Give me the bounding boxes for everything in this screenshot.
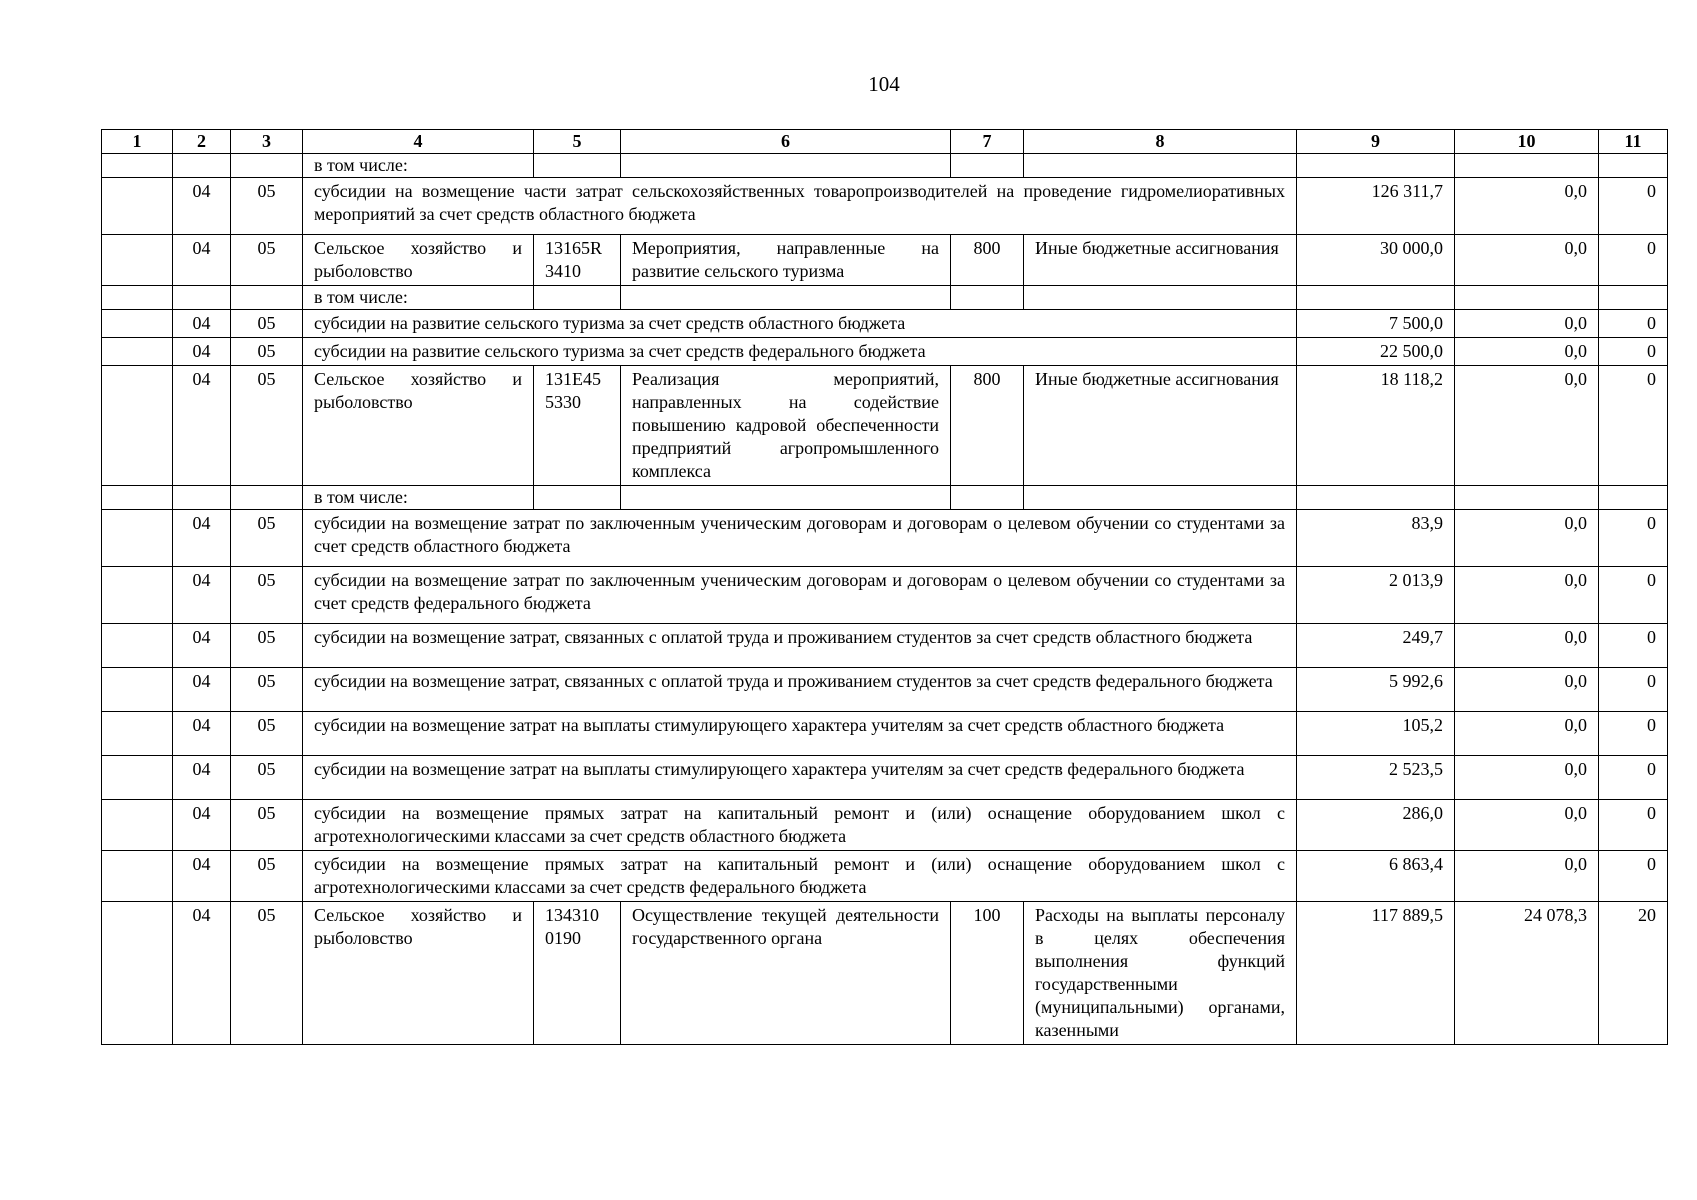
subsidy-detail-row <box>102 510 1668 567</box>
subsidy-description: субсидии на возмещение затрат на выплаты стимулирующего характера учителям за счет средств областного бюджета <box>303 712 1297 756</box>
subsection-code: 05 <box>231 310 303 338</box>
subsection-code: 05 <box>231 567 303 624</box>
amount-year-2: 0,0 <box>1455 756 1599 800</box>
target-article-name: Реализация мероприятий, направленных на содействие повышению кадровой обеспеченности предприятий агропромышленного комплекса <box>621 366 951 486</box>
target-article-code-part-2: 3410 <box>545 261 581 281</box>
expense-type-name: Расходы на выплаты персоналу в целях обеспечения выполнения функций государственными (муниципальными) органами, казенными <box>1024 902 1297 1045</box>
subsidy-description: субсидии на возмещение прямых затрат на капитальный ремонт и (или) оснащение оборудованием школ с агротехнологическими классами за счет средств областного бюджета <box>303 800 1297 851</box>
empty-cell <box>102 338 173 366</box>
target-article-name: Мероприятия, направленные на развитие сельского туризма <box>621 235 951 286</box>
subtotal-label-row <box>102 286 1668 310</box>
empty-cell <box>951 286 1024 310</box>
column-number: 10 <box>1455 130 1599 154</box>
subsidy-detail-row <box>102 178 1668 235</box>
empty-cell <box>102 486 173 510</box>
amount-year-3: 0 <box>1599 310 1668 338</box>
column-number: 5 <box>534 130 621 154</box>
budget-item-row <box>102 235 1668 286</box>
column-number: 7 <box>951 130 1024 154</box>
amount-year-1: 126 311,7 <box>1297 178 1455 235</box>
amount-year-3: 0 <box>1599 624 1668 668</box>
column-number: 1 <box>102 130 173 154</box>
amount-year-3: 0 <box>1599 800 1668 851</box>
empty-cell <box>1024 486 1297 510</box>
section-code: 04 <box>173 902 231 1045</box>
subsection-code: 05 <box>231 624 303 668</box>
amount-year-1: 286,0 <box>1297 800 1455 851</box>
expense-type-code: 800 <box>951 235 1024 286</box>
empty-cell <box>534 486 621 510</box>
budget-table <box>101 129 1668 1045</box>
empty-cell <box>231 486 303 510</box>
column-number: 8 <box>1024 130 1297 154</box>
empty-cell <box>1455 286 1599 310</box>
section-code: 04 <box>173 800 231 851</box>
amount-year-1: 22 500,0 <box>1297 338 1455 366</box>
subsidy-detail-row <box>102 851 1668 902</box>
amount-year-2: 0,0 <box>1455 366 1599 486</box>
target-article-code-part-2: 0190 <box>545 928 581 948</box>
amount-year-1: 249,7 <box>1297 624 1455 668</box>
empty-cell <box>621 486 951 510</box>
empty-cell <box>231 286 303 310</box>
empty-cell <box>102 668 173 712</box>
amount-year-1: 83,9 <box>1297 510 1455 567</box>
expense-type-name: Иные бюджетные ассигнования <box>1024 235 1297 286</box>
section-code: 04 <box>173 235 231 286</box>
amount-year-1: 2 523,5 <box>1297 756 1455 800</box>
amount-year-2: 0,0 <box>1455 624 1599 668</box>
amount-year-1: 30 000,0 <box>1297 235 1455 286</box>
amount-year-2: 0,0 <box>1455 851 1599 902</box>
amount-year-2: 0,0 <box>1455 310 1599 338</box>
subsidy-description: субсидии на возмещение прямых затрат на капитальный ремонт и (или) оснащение оборудованием школ с агротехнологическими классами за счет средств федерального бюджета <box>303 851 1297 902</box>
expense-type-code: 800 <box>951 366 1024 486</box>
section-code: 04 <box>173 756 231 800</box>
empty-cell <box>102 756 173 800</box>
empty-cell <box>951 486 1024 510</box>
amount-year-1: 18 118,2 <box>1297 366 1455 486</box>
empty-cell <box>1024 286 1297 310</box>
subsection-code: 05 <box>231 235 303 286</box>
amount-year-3: 0 <box>1599 510 1668 567</box>
target-article-code <box>534 235 621 286</box>
subsection-code: 05 <box>231 851 303 902</box>
empty-cell <box>102 286 173 310</box>
amount-year-2: 0,0 <box>1455 235 1599 286</box>
in-that-number-label: в том числе: <box>303 486 534 510</box>
subsection-code: 05 <box>231 902 303 1045</box>
budget-item-row <box>102 902 1668 1045</box>
amount-year-1: 6 863,4 <box>1297 851 1455 902</box>
section-code: 04 <box>173 510 231 567</box>
target-article-code-part-1: 13165R <box>545 238 603 258</box>
page-number: 104 <box>868 72 900 96</box>
subsection-code: 05 <box>231 712 303 756</box>
subsection-code: 05 <box>231 510 303 567</box>
subsidy-detail-row <box>102 800 1668 851</box>
subsection-code: 05 <box>231 756 303 800</box>
empty-cell <box>231 154 303 178</box>
in-that-number-label: в том числе: <box>303 286 534 310</box>
subsidy-detail-row <box>102 567 1668 624</box>
budget-item-row <box>102 366 1668 486</box>
subsection-code: 05 <box>231 668 303 712</box>
amount-year-2: 0,0 <box>1455 510 1599 567</box>
amount-year-2: 0,0 <box>1455 338 1599 366</box>
section-code: 04 <box>173 668 231 712</box>
subsidy-description: субсидии на возмещение затрат по заключенным ученическим договорам и договорам о целевом обучении со студентами за счет средств областного бюджета <box>303 510 1297 567</box>
subsidy-description: субсидии на возмещение затрат, связанных с оплатой труда и проживанием студентов за счет средств областного бюджета <box>303 624 1297 668</box>
empty-cell <box>173 286 231 310</box>
empty-cell <box>1024 154 1297 178</box>
subsection-code: 05 <box>231 338 303 366</box>
amount-year-1: 7 500,0 <box>1297 310 1455 338</box>
amount-year-3: 0 <box>1599 366 1668 486</box>
target-article-code <box>534 366 621 486</box>
empty-cell <box>173 154 231 178</box>
subsidy-detail-row <box>102 624 1668 668</box>
column-number: 4 <box>303 130 534 154</box>
empty-cell <box>102 800 173 851</box>
amount-year-2: 0,0 <box>1455 567 1599 624</box>
empty-cell <box>102 510 173 567</box>
section-code: 04 <box>173 567 231 624</box>
empty-cell <box>534 154 621 178</box>
column-number: 9 <box>1297 130 1455 154</box>
empty-cell <box>102 178 173 235</box>
empty-cell <box>1455 154 1599 178</box>
amount-year-3: 0 <box>1599 712 1668 756</box>
amount-year-3: 0 <box>1599 668 1668 712</box>
section-name: Сельское хозяйство и рыболовство <box>303 902 534 1045</box>
subsection-code: 05 <box>231 178 303 235</box>
amount-year-2: 0,0 <box>1455 178 1599 235</box>
subsection-code: 05 <box>231 800 303 851</box>
amount-year-3: 0 <box>1599 235 1668 286</box>
amount-year-1: 105,2 <box>1297 712 1455 756</box>
empty-cell <box>621 154 951 178</box>
expense-type-code: 100 <box>951 902 1024 1045</box>
expense-type-name: Иные бюджетные ассигнования <box>1024 366 1297 486</box>
column-number: 3 <box>231 130 303 154</box>
empty-cell <box>1297 154 1455 178</box>
empty-cell <box>102 624 173 668</box>
section-name: Сельское хозяйство и рыболовство <box>303 235 534 286</box>
empty-cell <box>173 486 231 510</box>
empty-cell <box>534 286 621 310</box>
column-number: 11 <box>1599 130 1668 154</box>
empty-cell <box>1455 486 1599 510</box>
subsidy-detail-row <box>102 712 1668 756</box>
section-code: 04 <box>173 366 231 486</box>
empty-cell <box>102 567 173 624</box>
subsection-code: 05 <box>231 366 303 486</box>
amount-year-3: 0 <box>1599 756 1668 800</box>
empty-cell <box>102 154 173 178</box>
target-article-code <box>534 902 621 1045</box>
section-name: Сельское хозяйство и рыболовство <box>303 366 534 486</box>
amount-year-2: 0,0 <box>1455 712 1599 756</box>
amount-year-1: 117 889,5 <box>1297 902 1455 1045</box>
empty-cell <box>951 154 1024 178</box>
amount-year-3: 20 <box>1599 902 1668 1045</box>
section-code: 04 <box>173 851 231 902</box>
subsidy-detail-row <box>102 338 1668 366</box>
empty-cell <box>1599 286 1668 310</box>
target-article-name: Осуществление текущей деятельности государственного органа <box>621 902 951 1045</box>
section-code: 04 <box>173 624 231 668</box>
empty-cell <box>102 366 173 486</box>
amount-year-2: 0,0 <box>1455 800 1599 851</box>
empty-cell <box>102 851 173 902</box>
amount-year-3: 0 <box>1599 567 1668 624</box>
amount-year-1: 5 992,6 <box>1297 668 1455 712</box>
section-code: 04 <box>173 310 231 338</box>
empty-cell <box>1297 286 1455 310</box>
amount-year-3: 0 <box>1599 338 1668 366</box>
column-number: 2 <box>173 130 231 154</box>
empty-cell <box>1297 486 1455 510</box>
empty-cell <box>102 902 173 1045</box>
amount-year-1: 2 013,9 <box>1297 567 1455 624</box>
target-article-code-part-1: 134310 <box>545 905 599 925</box>
empty-cell <box>1599 486 1668 510</box>
section-code: 04 <box>173 178 231 235</box>
subsidy-description: субсидии на развитие сельского туризма за счет средств федерального бюджета <box>303 338 1297 366</box>
amount-year-3: 0 <box>1599 178 1668 235</box>
empty-cell <box>102 712 173 756</box>
subsidy-description: субсидии на возмещение затрат, связанных с оплатой труда и проживанием студентов за счет средств федерального бюджета <box>303 668 1297 712</box>
amount-year-3: 0 <box>1599 851 1668 902</box>
column-number: 6 <box>621 130 951 154</box>
subsidy-description: субсидии на возмещение части затрат сельскохозяйственных товаропроизводителей на проведение гидромелиоративных мероприятий за счет средств областного бюджета <box>303 178 1297 235</box>
section-code: 04 <box>173 712 231 756</box>
empty-cell <box>621 286 951 310</box>
empty-cell <box>1599 154 1668 178</box>
subsidy-detail-row <box>102 310 1668 338</box>
empty-cell <box>102 310 173 338</box>
subsidy-detail-row <box>102 756 1668 800</box>
amount-year-2: 0,0 <box>1455 668 1599 712</box>
section-code: 04 <box>173 338 231 366</box>
column-number-header-row <box>102 130 1668 154</box>
subsidy-description: субсидии на развитие сельского туризма за счет средств областного бюджета <box>303 310 1297 338</box>
empty-cell <box>102 235 173 286</box>
subsidy-description: субсидии на возмещение затрат по заключенным ученическим договорам и договорам о целевом обучении со студентами за счет средств федерального бюджета <box>303 567 1297 624</box>
subsidy-description: субсидии на возмещение затрат на выплаты стимулирующего характера учителям за счет средств федерального бюджета <box>303 756 1297 800</box>
target-article-code-part-2: 5330 <box>545 392 581 412</box>
in-that-number-label: в том числе: <box>303 154 534 178</box>
subtotal-label-row <box>102 486 1668 510</box>
subsidy-detail-row <box>102 668 1668 712</box>
amount-year-2: 24 078,3 <box>1455 902 1599 1045</box>
target-article-code-part-1: 131E45 <box>545 369 601 389</box>
subtotal-label-row <box>102 154 1668 178</box>
